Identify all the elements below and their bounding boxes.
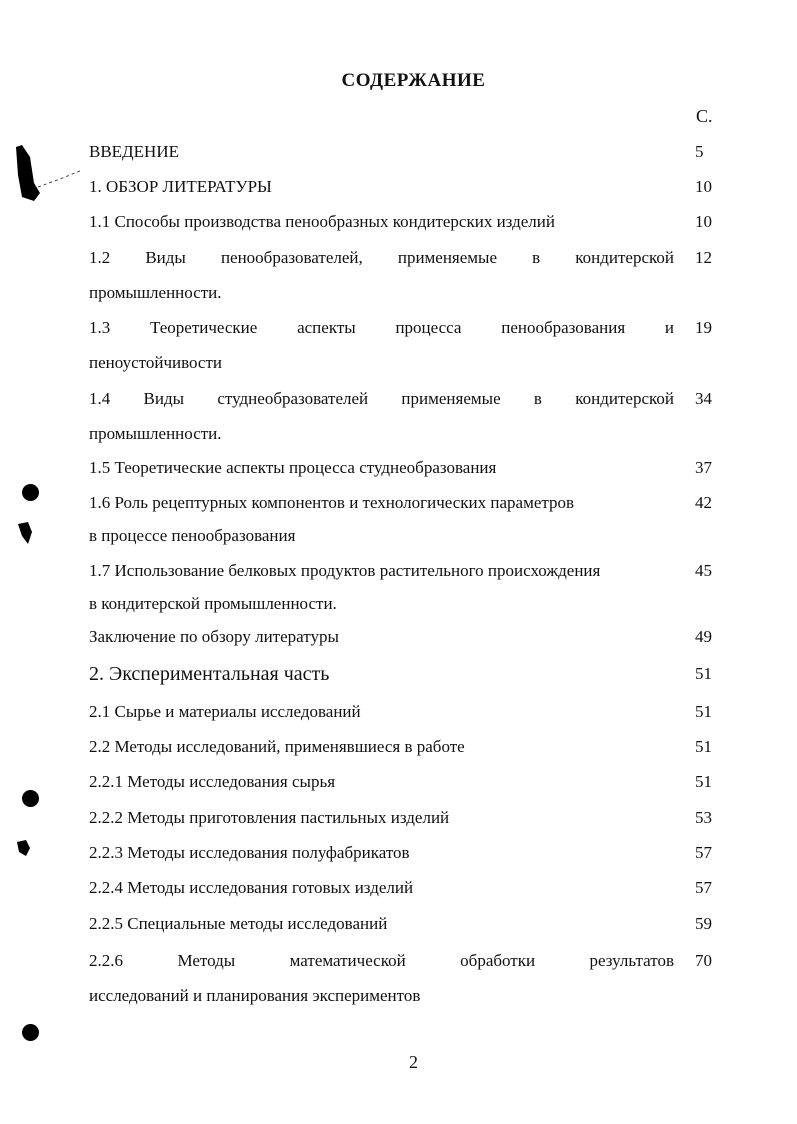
toc-entry-text-continued: промышленности. — [89, 283, 222, 302]
toc-entry-text: 2.2.2 Методы приготовления пастильных изделий — [89, 808, 450, 827]
scan-punch-hole — [22, 790, 39, 807]
toc-entry-text: 1.3 Теоретические аспекты процесса пенообразования и — [89, 318, 674, 337]
toc-entry-text: 2.1 Сырье и материалы исследований — [89, 702, 361, 721]
toc-entry-page: 42 — [695, 493, 712, 512]
toc-entry-page: 57 — [695, 878, 712, 897]
toc-entry-literature-review — [89, 177, 715, 197]
toc-entry-2-2-5 — [89, 914, 715, 934]
toc-entry-2-2-6 — [89, 951, 715, 1006]
toc-entry-text-continued: пеноустойчивости — [89, 353, 222, 372]
toc-entry-text: 2.2.5 Специальные методы исследований — [89, 914, 388, 933]
toc-entry-page: 51 — [695, 702, 712, 721]
scan-punch-hole — [22, 1024, 39, 1041]
toc-entry-page: 10 — [695, 212, 712, 231]
toc-entry-text: 1.1 Способы производства пенообразных кондитерских изделий — [89, 212, 555, 231]
toc-entry-text-continued: в кондитерской промышленности. — [89, 594, 337, 613]
toc-entry-1-2 — [89, 248, 715, 303]
toc-entry-introduction — [89, 142, 715, 162]
scan-punch-hole — [22, 484, 39, 501]
toc-entry-text: 1.7 Использование белковых продуктов растительного происхождения — [89, 561, 601, 580]
toc-entry-text: 1.6 Роль рецептурных компонентов и технологических параметров — [89, 493, 575, 512]
toc-entry-1-5 — [89, 458, 715, 478]
toc-entry-page: 49 — [695, 627, 712, 646]
toc-entry-text-continued: промышленности. — [89, 424, 222, 443]
toc-entry-2-2-1 — [89, 772, 715, 792]
toc-entry-2-2 — [89, 737, 715, 757]
toc-entry-1-1 — [89, 212, 715, 232]
toc-entry-page: 70 — [695, 951, 712, 970]
toc-entry-text: 2.2.1 Методы исследования сырья — [89, 772, 336, 791]
toc-entry-page: 12 — [695, 248, 712, 267]
scan-artifact-mark — [0, 135, 90, 205]
toc-entry-text: 2. Экспериментальная часть — [89, 663, 330, 685]
toc-entry-text: 1.2 Виды пенообразователей, применяемые в кондитерской — [89, 248, 674, 267]
toc-entry-page: 51 — [695, 737, 712, 756]
toc-entry-text: 2.2.6 Методы математической обработки результатов — [89, 951, 674, 970]
toc-entry-text: 1. ОБЗОР ЛИТЕРАТУРЫ — [89, 177, 272, 196]
toc-entry-page: 57 — [695, 843, 712, 862]
scan-artifact-mark — [14, 518, 38, 548]
toc-entry-text: 2.2.4 Методы исследования готовых изделий — [89, 878, 414, 897]
scan-artifact-mark — [14, 838, 34, 860]
page-number: 2 — [409, 1052, 418, 1072]
toc-entry-1-6 — [89, 493, 715, 546]
toc-entry-text: 2.2.3 Методы исследования полуфабрикатов — [89, 843, 410, 862]
toc-entry-2-2-4 — [89, 878, 715, 898]
toc-entry-experimental-part — [89, 662, 715, 686]
toc-entry-text: 1.4 Виды студнеобразователей применяемые в кондитерской — [89, 389, 674, 408]
toc-entry-page: 19 — [695, 318, 712, 337]
toc-entry-text-continued: исследований и планирования экспериментов — [89, 986, 421, 1005]
toc-entry-page: 10 — [695, 177, 712, 196]
toc-entry-2-2-2 — [89, 808, 715, 828]
toc-entry-text: Заключение по обзору литературы — [89, 627, 339, 646]
toc-entry-page: 51 — [695, 772, 712, 791]
page-column-header: С. — [696, 106, 713, 126]
toc-entry-2-1 — [89, 702, 715, 722]
toc-entry-page: 5 — [695, 142, 704, 161]
toc-entry-page: 34 — [695, 389, 712, 408]
toc-entry-text: 2.2 Методы исследований, применявшиеся в работе — [89, 737, 465, 756]
toc-entry-page: 59 — [695, 914, 712, 933]
toc-entry-text: ВВЕДЕНИЕ — [89, 142, 179, 161]
toc-entry-conclusion — [89, 627, 715, 647]
toc-entry-page: 53 — [695, 808, 712, 827]
toc-entry-2-2-3 — [89, 843, 715, 863]
toc-entry-page: 45 — [695, 561, 712, 580]
toc-entry-page: 51 — [695, 664, 712, 683]
toc-entry-1-4 — [89, 389, 715, 444]
toc-entry-1-7 — [89, 561, 715, 614]
page-title: СОДЕРЖАНИЕ — [341, 70, 486, 91]
toc-entry-text: 1.5 Теоретические аспекты процесса студнеобразования — [89, 458, 497, 477]
toc-entry-1-3 — [89, 318, 715, 373]
toc-entry-page: 37 — [695, 458, 712, 477]
toc-entry-text-continued: в процессе пенообразования — [89, 526, 296, 545]
